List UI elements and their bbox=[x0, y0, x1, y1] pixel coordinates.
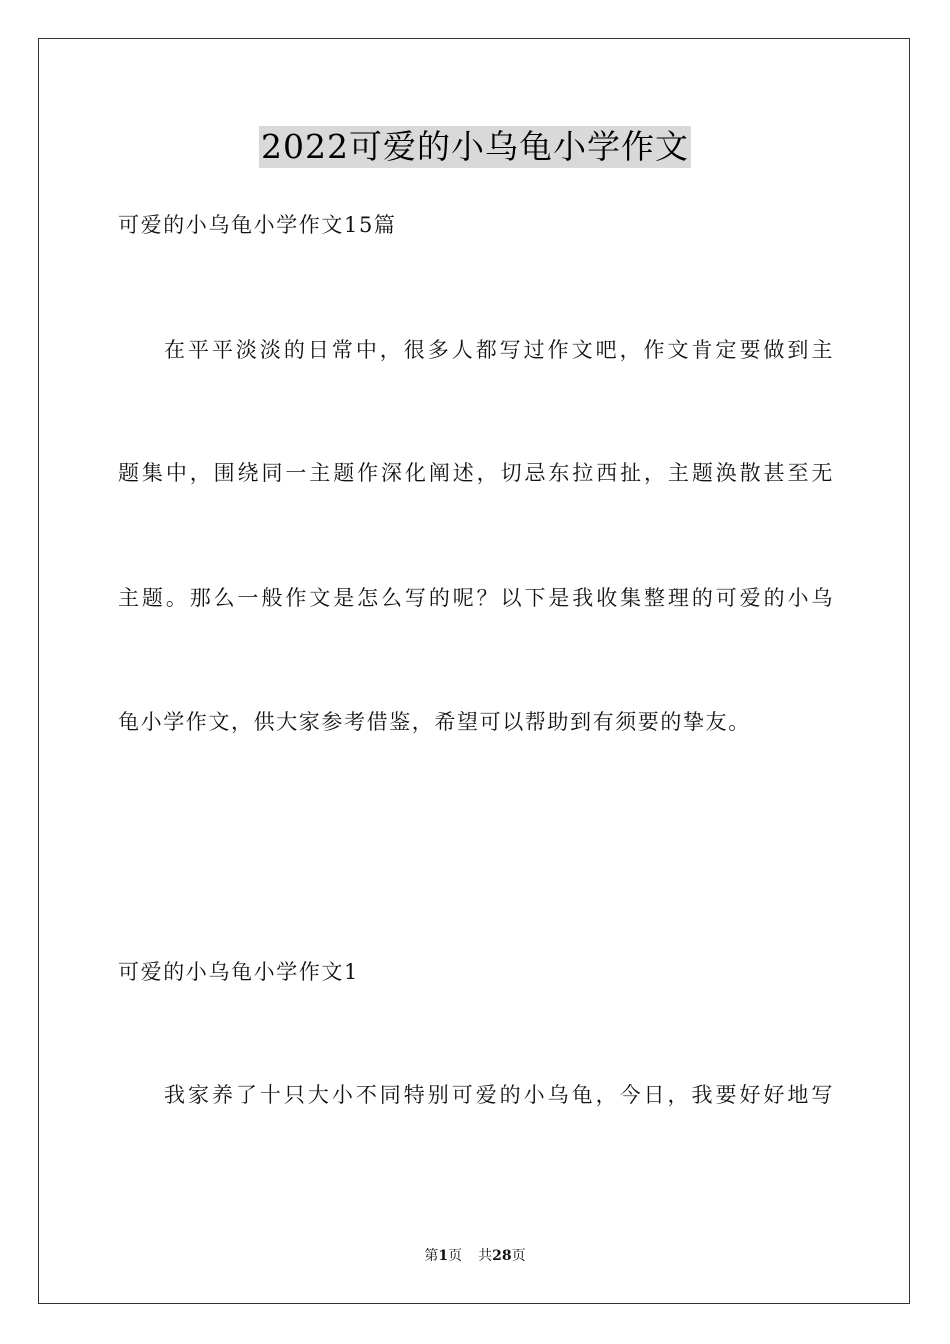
intro-line: 主题。那么一般作文是怎么写的呢？以下是我收集整理的可爱的小乌 bbox=[118, 586, 834, 610]
footer-page-number: 1 bbox=[438, 1248, 449, 1264]
document-title: 2022可爱的小乌龟小学作文 bbox=[261, 127, 689, 166]
section-line: 我家养了十只大小不同特别可爱的小乌龟，今日，我要好好地写 bbox=[164, 1083, 834, 1107]
title-wrap bbox=[0, 126, 950, 168]
intro-line: 在平平淡淡的日常中，很多人都写过作文吧，作文肯定要做到主 bbox=[164, 338, 834, 362]
section-heading: 可爱的小乌龟小学作文1 bbox=[118, 960, 359, 984]
intro-line: 龟小学作文，供大家参考借鉴，希望可以帮助到有须要的挚友。 bbox=[118, 710, 751, 734]
page-footer bbox=[0, 1247, 950, 1265]
footer-total-pages: 28 bbox=[492, 1248, 512, 1264]
footer-page-suffix: 页 bbox=[448, 1248, 463, 1264]
document-subtitle: 可爱的小乌龟小学作文15篇 bbox=[118, 213, 397, 237]
footer-total-prefix: 共 bbox=[478, 1248, 493, 1264]
footer-page-prefix: 第 bbox=[424, 1248, 439, 1264]
intro-line: 题集中，围绕同一主题作深化阐述，切忌东拉西扯，主题涣散甚至无 bbox=[118, 461, 834, 485]
footer-total-suffix: 页 bbox=[511, 1248, 526, 1264]
